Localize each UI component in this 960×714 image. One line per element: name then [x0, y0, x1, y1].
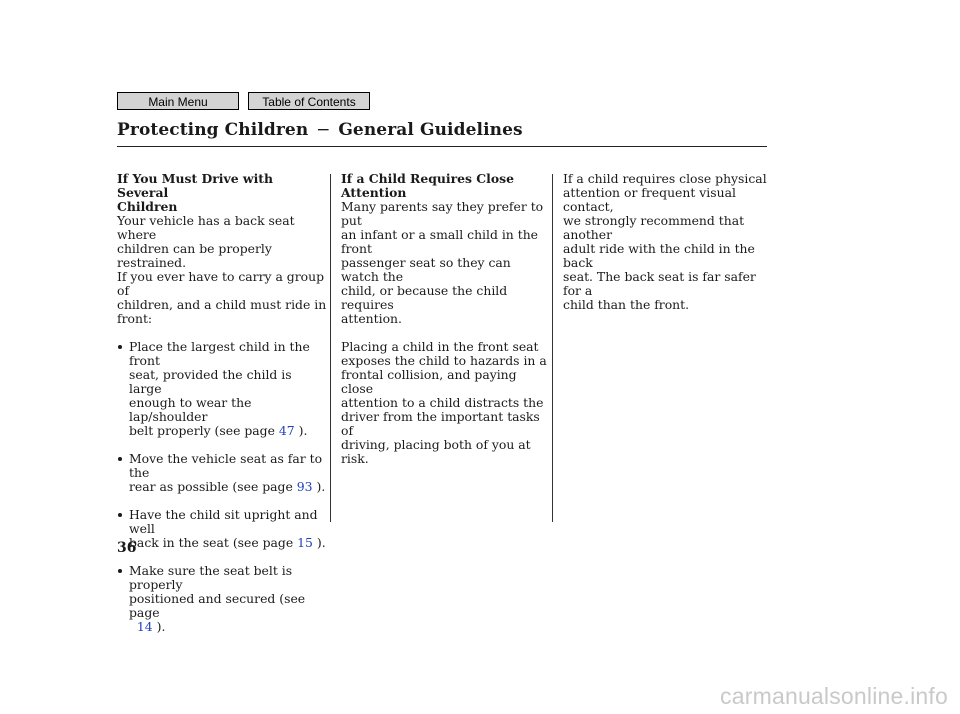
bullet-item [117, 452, 327, 494]
text-line: Make sure the seat belt is properly [129, 563, 293, 592]
column-divider-left [330, 174, 331, 522]
text-line: rear as possible (see page [129, 479, 293, 494]
text-line: Your vehicle has a back seat where [117, 213, 295, 242]
main-menu-button[interactable]: Main Menu [117, 92, 239, 110]
text-line: driver from the important tasks of [341, 409, 540, 438]
text-line: attention. [341, 311, 402, 326]
header-topic: General Guidelines [338, 120, 523, 140]
middle-paragraph-1 [341, 200, 551, 326]
text-line: children, and a child must ride in [117, 297, 327, 312]
text-line: front: [117, 311, 153, 326]
middle-paragraph-2 [341, 340, 551, 466]
page-header [117, 120, 523, 140]
table-of-contents-button[interactable]: Table of Contents [248, 92, 370, 110]
text-line: frontal collision, and paying close [341, 367, 517, 396]
page-link-93[interactable]: 93 [296, 479, 313, 494]
text-line: If a child requires close physical [563, 171, 767, 186]
text-line: belt properly (see page [129, 423, 275, 438]
text-line: attention to a child distracts the [341, 395, 544, 410]
text-line: children can be properly restrained. [117, 241, 272, 270]
bullet-dot [118, 457, 122, 461]
header-separator: − [316, 120, 331, 140]
header-section: Protecting Children [117, 120, 309, 140]
text-line: adult ride with the child in the back [563, 241, 755, 270]
text-line: back in the seat (see page [129, 535, 294, 550]
left-heading-line: Children [117, 199, 178, 214]
text-line: ). [298, 423, 308, 438]
bullet-item [117, 508, 327, 550]
text-line: ). [156, 619, 166, 634]
text-line: ). [316, 535, 326, 550]
text-line: passenger seat so they can watch the [341, 255, 511, 284]
text-line: seat. The back seat is far safer for a [563, 269, 756, 298]
bullet-item [117, 340, 327, 438]
text-line: attention or frequent visual contact, [563, 185, 736, 214]
right-paragraph [563, 172, 773, 312]
left-heading [117, 172, 327, 214]
left-column [117, 172, 327, 634]
page-link-47[interactable]: 47 [278, 423, 295, 438]
middle-heading [341, 172, 551, 200]
text-line: Have the child sit upright and well [129, 507, 318, 536]
text-line: exposes the child to hazards in a [341, 353, 547, 368]
watermark: carmanualsonline.info [720, 683, 948, 709]
left-intro [117, 214, 327, 326]
text-line: Place the largest child in the front [129, 339, 310, 368]
text-line: enough to wear the lap/shoulder [129, 395, 252, 424]
text-line: child than the front. [563, 297, 690, 312]
text-line: Placing a child in the front seat [341, 339, 539, 354]
bullet-dot [118, 569, 122, 573]
right-column [563, 172, 773, 312]
header-rule [117, 146, 767, 147]
middle-heading-line: Attention [341, 185, 407, 200]
page-number: 36 [117, 540, 137, 556]
text-line: seat, provided the child is large [129, 367, 292, 396]
bullet-item [117, 564, 327, 634]
text-line: positioned and secured (see page [129, 591, 306, 620]
text-line: child, or because the child requires [341, 283, 508, 312]
text-line: an infant or a small child in the front [341, 227, 539, 256]
text-line: driving, placing both of you at risk. [341, 437, 531, 466]
page-link-14[interactable]: 14 [136, 619, 153, 634]
text-line: Move the vehicle seat as far to the [129, 451, 323, 480]
middle-column [341, 172, 551, 466]
bullet-dot [118, 345, 122, 349]
text-line: Many parents say they prefer to put [341, 199, 544, 228]
column-divider-right [552, 174, 553, 522]
left-heading-line: If You Must Drive with Several [117, 171, 274, 200]
bullet-dot [118, 513, 122, 517]
text-line: we strongly recommend that another [563, 213, 745, 242]
text-line: If you ever have to carry a group of [117, 269, 325, 298]
page-link-15[interactable]: 15 [297, 535, 313, 550]
text-line: ). [316, 479, 326, 494]
middle-heading-line: If a Child Requires Close [341, 171, 514, 186]
